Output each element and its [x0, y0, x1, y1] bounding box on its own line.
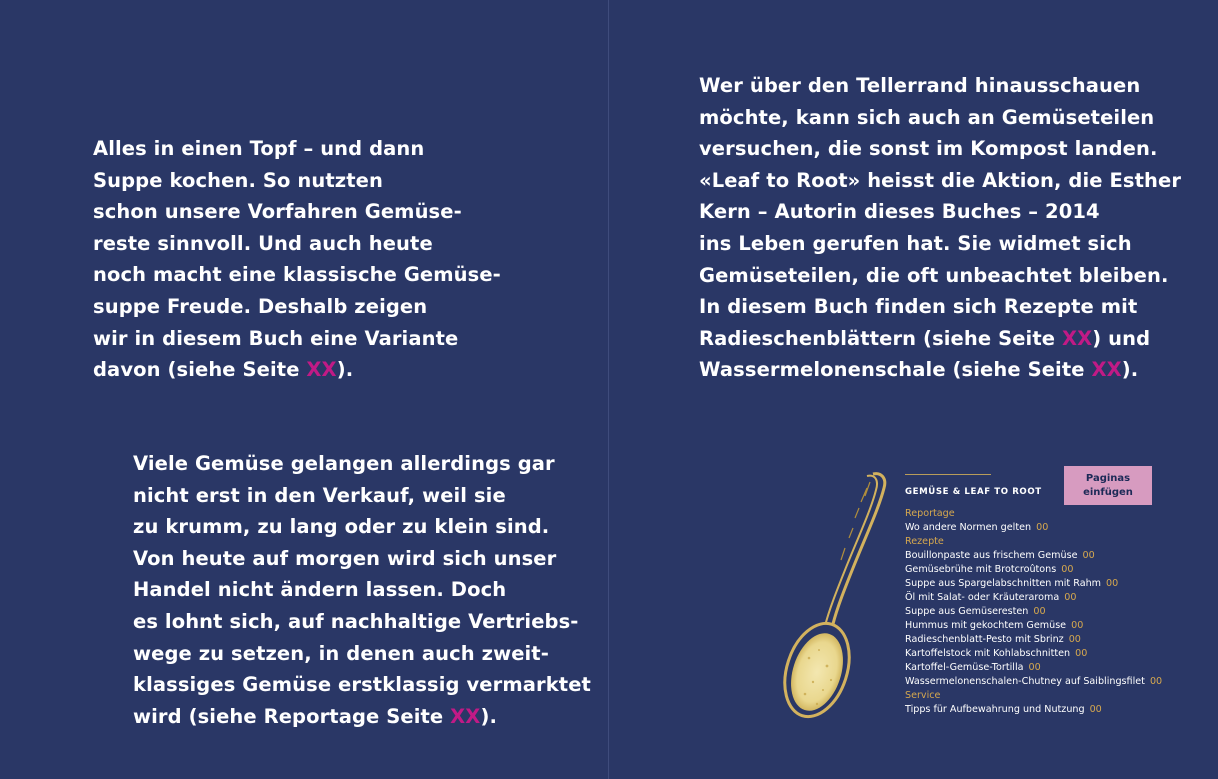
- text-line: nicht erst in den Verkauf, weil sie: [133, 483, 506, 507]
- toc-entry-page: 00: [1071, 620, 1084, 631]
- text-line: Wer über den Tellerrand hinausschauen: [699, 74, 1141, 97]
- toc-entry-page: 00: [1028, 662, 1041, 673]
- text-fragment: ).: [1121, 358, 1139, 382]
- text-line: wir in diesem Buch eine Variante: [93, 326, 459, 350]
- toc-entry: [905, 647, 1162, 661]
- toc-entry: [905, 633, 1162, 647]
- toc-entry-title: Suppe aus Gemüseresten: [905, 606, 1029, 617]
- toc-entry-title: Suppe aus Spargelabschnitten mit Rahm: [905, 578, 1102, 589]
- toc-entry-page: 00: [1068, 634, 1081, 645]
- toc-entry-title: Kartoffel-Gemüse-Tortilla: [905, 662, 1024, 673]
- text-fragment: ).: [480, 704, 497, 728]
- text-line: In diesem Buch finden sich Rezepte mit: [699, 295, 1138, 319]
- toc-entry-page: 00: [1075, 648, 1088, 659]
- toc-title: GEMÜSE & LEAF TO ROOT: [905, 487, 1042, 497]
- toc-entry-page: 00: [1149, 676, 1163, 687]
- vertrieb-paragraph: [133, 448, 591, 732]
- text-line: suppe Freude. Deshalb zeigen: [93, 294, 428, 318]
- pagination-sticky-note[interactable]: [1064, 466, 1152, 505]
- text-line: es lohnt sich, auf nachhaltige Vertriebs-: [133, 609, 579, 633]
- note-line: Paginas: [1085, 472, 1131, 484]
- text-line: noch macht eine klassische Gemüse-: [93, 263, 501, 287]
- text-line: möchte, kann sich auch an Gemüseteilen: [699, 105, 1155, 129]
- toc-group-service: [905, 689, 1162, 717]
- text-line: Handel nicht ändern lassen. Doch: [133, 578, 507, 602]
- text-fragment: Radieschenblättern (siehe Seite: [699, 326, 1062, 350]
- text-line: versuchen, die sonst im Kompost landen.: [699, 137, 1158, 161]
- text-line: Kern – Autorin dieses Buches – 2014: [699, 200, 1100, 224]
- toc-entry-page: 00: [1061, 564, 1074, 575]
- toc-entry: [905, 605, 1162, 619]
- page-reference-placeholder: XX: [306, 358, 337, 382]
- toc-entry-page: 00: [1106, 578, 1119, 589]
- toc-entry-page: 00: [1089, 704, 1102, 715]
- toc-entry-title: Tipps für Aufbewahrung und Nutzung: [905, 704, 1085, 715]
- toc-entry-page: 00: [1082, 550, 1095, 561]
- page-reference-placeholder: XX: [1061, 326, 1093, 350]
- toc-entry: [905, 521, 1162, 535]
- toc-entry-title: Öl mit Salat- oder Kräuteraroma: [905, 592, 1060, 603]
- toc-group-label: Service: [905, 690, 941, 701]
- toc-group-reportage: [905, 507, 1162, 535]
- toc-entry: [905, 675, 1162, 689]
- toc-entry-title: Radieschenblatt-Pesto mit Sbrinz: [905, 634, 1064, 645]
- toc-entry-page: 00: [1036, 522, 1049, 533]
- intro-paragraph: [93, 133, 501, 386]
- text-fragment: wird (siehe Reportage Seite: [133, 704, 451, 728]
- text-line: [699, 354, 1181, 386]
- toc-entry: [905, 619, 1162, 633]
- toc-entry-title: Wo andere Normen gelten: [905, 522, 1032, 533]
- text-line: Von heute auf morgen wird sich unser: [133, 546, 557, 570]
- text-line: Gemüseteilen, die oft unbeachtet bleiben.: [699, 263, 1169, 287]
- toc-entry-page: 00: [1033, 606, 1046, 617]
- page-gutter: [608, 0, 609, 779]
- text-fragment: Wassermelonenschale (siehe Seite: [699, 358, 1092, 382]
- toc-entry-title: Hummus mit gekochtem Gemüse: [905, 620, 1067, 631]
- text-line: [133, 701, 591, 733]
- toc-entry: [905, 577, 1162, 591]
- leaf-to-root-paragraph: [699, 70, 1181, 386]
- text-line: [93, 354, 501, 386]
- page-reference-placeholder: XX: [1091, 358, 1122, 382]
- text-line: Suppe kochen. So nutzten: [93, 168, 383, 192]
- text-line: ins Leben gerufen hat. Sie widmet sich: [699, 231, 1132, 255]
- wooden-spoon-icon: [775, 468, 895, 728]
- table-of-contents: [905, 474, 1162, 717]
- text-line: schon unsere Vorfahren Gemüse-: [93, 200, 462, 224]
- page-reference-placeholder: XX: [450, 704, 481, 728]
- toc-entry-title: Kartoffelstock mit Kohlabschnitten: [905, 648, 1071, 659]
- text-fragment: ).: [336, 358, 354, 382]
- toc-entry-title: Wassermelonenschalen-Chutney auf Saiblingsfilet: [905, 676, 1145, 687]
- toc-divider: [905, 474, 991, 475]
- note-line: einfügen: [1083, 486, 1133, 498]
- toc-entry-title: Bouillonpaste aus frischem Gemüse: [905, 550, 1078, 561]
- toc-entry: [905, 549, 1162, 563]
- toc-entry-title: Gemüsebrühe mit Brotcroûtons: [905, 564, 1057, 575]
- text-line: «Leaf to Root» heisst die Aktion, die Esther: [699, 168, 1182, 192]
- text-fragment: ) und: [1092, 326, 1151, 350]
- toc-entry: [905, 563, 1162, 577]
- toc-entry-page: 00: [1064, 592, 1077, 603]
- toc-entry: [905, 591, 1162, 605]
- text-line: Viele Gemüse gelangen allerdings gar: [133, 452, 555, 475]
- text-line: reste sinnvoll. Und auch heute: [93, 231, 433, 255]
- toc-group-label: Rezepte: [905, 536, 944, 547]
- text-line: klassiges Gemüse erstklassig vermarktet: [133, 673, 591, 697]
- text-line: wege zu setzen, in denen auch zweit-: [133, 641, 549, 665]
- text-line: [699, 323, 1181, 355]
- toc-entry: [905, 661, 1162, 675]
- toc-entry: [905, 703, 1162, 717]
- text-line: zu krumm, zu lang oder zu klein sind.: [133, 515, 550, 539]
- text-line: Alles in einen Topf – und dann: [93, 137, 425, 160]
- text-fragment: davon (siehe Seite: [93, 358, 307, 382]
- toc-group-label: Reportage: [905, 508, 955, 519]
- toc-group-rezepte: [905, 535, 1162, 689]
